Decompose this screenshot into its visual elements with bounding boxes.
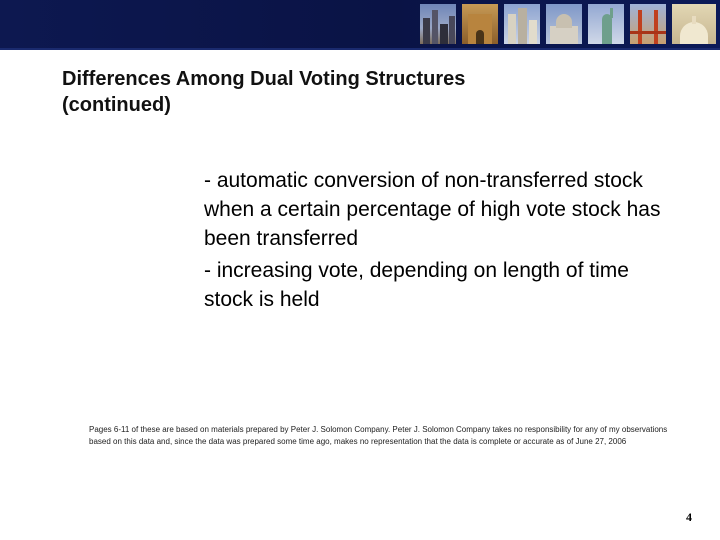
bullet-list xyxy=(204,166,664,317)
banner-divider xyxy=(0,48,720,50)
downtown-towers-icon xyxy=(504,4,540,44)
slide-title-line-2: (continued) xyxy=(62,94,171,116)
photo-strip xyxy=(420,4,720,44)
church-facade-icon xyxy=(462,4,498,44)
slide-title xyxy=(62,66,622,118)
slide-title-line-1: Differences Among Dual Voting Structures xyxy=(62,68,466,90)
capitol-dome-building-icon xyxy=(546,4,582,44)
source-footnote: Pages 6-11 of these are based on materials prepared by Peter J. Solomon Company. Peter J. Solomon Company takes no responsibility for any of my observations based on this data and, since the data was prepared some time ago, makes no representation that the data is complete or accurate as of June 27, 2006 xyxy=(89,425,668,446)
statue-of-liberty-icon xyxy=(588,4,624,44)
bullet-item: - automatic conversion of non-transferred stock when a certain percentage of high vote stock has been transferred xyxy=(204,169,661,250)
golden-gate-bridge-icon xyxy=(630,4,666,44)
page-number: 4 xyxy=(686,510,692,524)
bullet-item: - increasing vote, depending on length of time stock is held xyxy=(204,259,629,311)
capitol-dome-icon xyxy=(672,4,716,44)
city-skyline-icon xyxy=(420,4,456,44)
header-banner xyxy=(0,0,720,48)
